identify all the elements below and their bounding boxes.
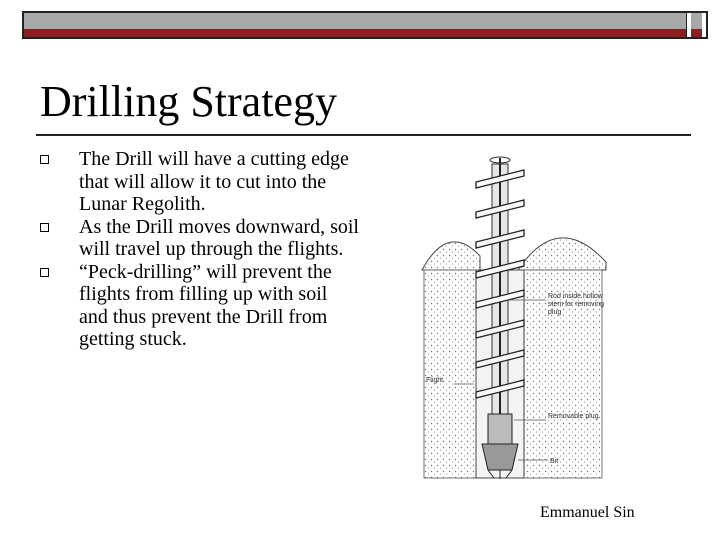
bullet-item (40, 216, 360, 261)
auger-drill-diagram (418, 152, 630, 482)
bullet-text: As the Drill moves downward, soil will travel up through the flights. (79, 215, 359, 260)
bullet-list (40, 148, 360, 351)
title-bar-corner-box (686, 13, 706, 37)
title-bar-red-band (24, 29, 686, 37)
author-name: Emmanuel Sin (540, 504, 635, 521)
slide-title: Drilling Strategy (40, 77, 337, 126)
square-bullet-icon (40, 268, 49, 277)
bullet-text: “Peck-drilling” will prevent the flights from filling up with soil and thus prevent the Drill from getting stuck. (79, 260, 332, 350)
bullet-item (40, 148, 360, 216)
square-bullet-icon (40, 223, 49, 232)
bullet-text: The Drill will have a cutting edge that will allow it to cut into the Lunar Regolith. (79, 148, 349, 215)
title-underline (36, 134, 691, 136)
figure-label-plug: Removable plug (548, 413, 599, 420)
bullet-item (40, 261, 360, 351)
figure-label-rod: Rod inside hollow stem for removing plug (548, 293, 605, 316)
square-bullet-icon (40, 155, 49, 164)
figure-label-bit: Bit (550, 458, 559, 465)
title-bar-decoration (22, 11, 708, 39)
figure-label-flight: Flight (426, 377, 444, 384)
